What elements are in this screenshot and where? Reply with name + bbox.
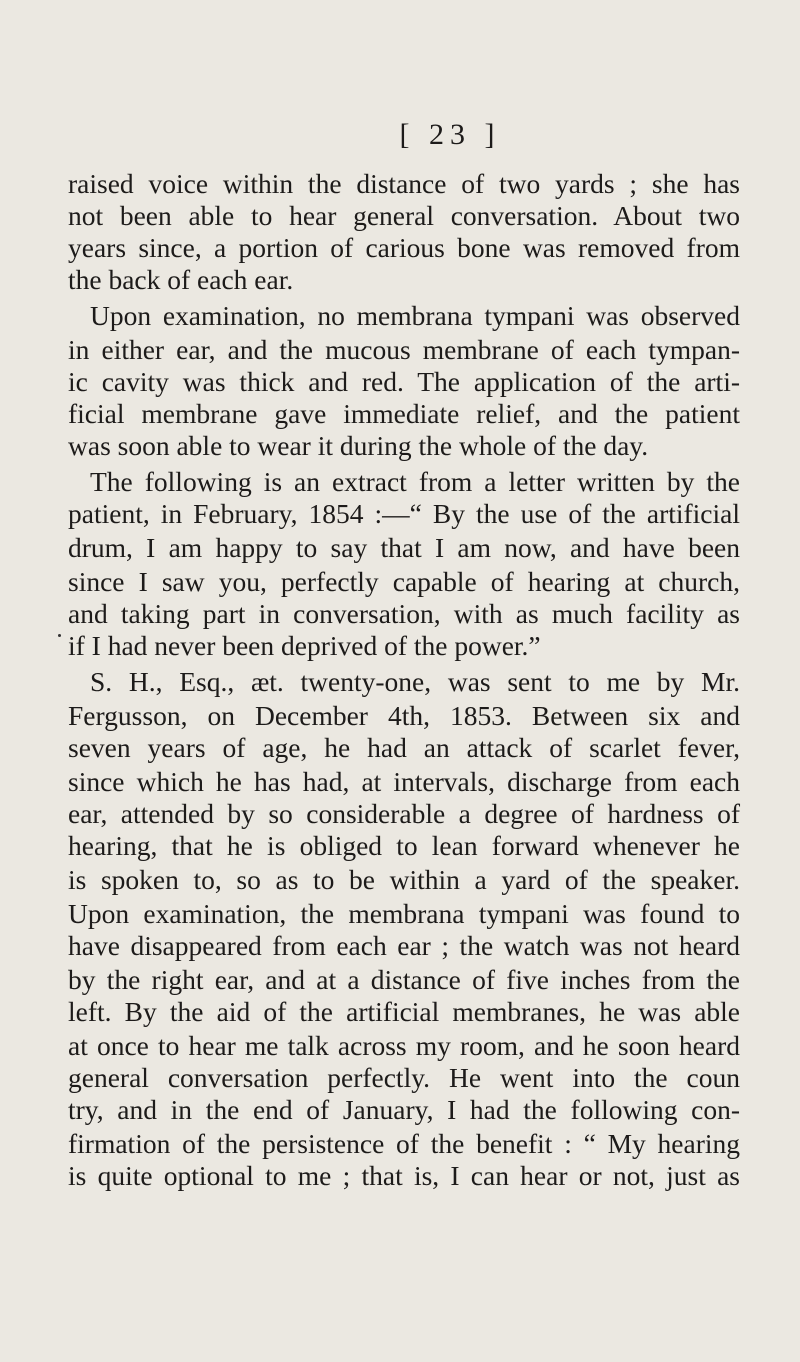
text-line-13: since I saw you, perfectly capable of hearing at church, xyxy=(68,566,740,597)
margin-mark xyxy=(58,634,61,637)
text-line-20: ear, attended by so considerable a degree of hardness of xyxy=(68,798,740,829)
text-line-14: and taking part in conversation, with as much facility as xyxy=(68,598,740,629)
text-line-4: the back of each ear. xyxy=(68,264,294,295)
text-line-29: try, and in the end of January, I had the following con- xyxy=(68,1094,740,1125)
text-line-15: if I had never been deprived of the power.” xyxy=(68,630,541,661)
text-line-28: general conversation perfectly. He went into the coun xyxy=(68,1062,740,1093)
text-line-30: firmation of the persistence of the benefit : “ My hearing xyxy=(68,1128,740,1159)
text-line-10: The following is an extract from a letter written by the xyxy=(90,466,740,497)
text-line-27: at once to hear me talk across my room, and he soon heard xyxy=(68,1030,740,1061)
text-line-25: by the right ear, and at a distance of five inches from the xyxy=(68,964,740,995)
text-line-9: was soon able to wear it during the whole of the day. xyxy=(68,430,649,461)
text-line-19: since which he has had, at intervals, discharge from each xyxy=(68,766,740,797)
text-line-6: in either ear, and the mucous membrane of each tympan- xyxy=(68,334,740,365)
text-line-22: is spoken to, so as to be within a yard of the speaker. xyxy=(68,864,740,895)
text-line-21: hearing, that he is obliged to lean forward whenever he xyxy=(68,830,740,861)
text-line-18: seven years of age, he had an attack of scarlet fever, xyxy=(68,732,740,763)
text-line-7: ic cavity was thick and red. The application of the arti- xyxy=(68,366,740,397)
text-line-16: S. H., Esq., æt. twenty-one, was sent to me by Mr. xyxy=(90,666,740,697)
text-line-26: left. By the aid of the artificial membranes, he was able xyxy=(68,996,740,1027)
text-line-5: Upon examination, no membrana tympani was observed xyxy=(90,300,740,331)
text-line-17: Fergusson, on December 4th, 1853. Between six and xyxy=(68,700,740,731)
page-number: [ 23 ] xyxy=(399,118,501,151)
text-line-12: drum, I am happy to say that I am now, and have been xyxy=(68,532,740,563)
text-line-8: ficial membrane gave immediate relief, and the patient xyxy=(68,398,740,429)
text-line-2: not been able to hear general conversation. About two xyxy=(68,200,740,231)
text-line-3: years since, a portion of carious bone was removed from xyxy=(68,232,740,263)
text-line-24: have disappeared from each ear ; the watch was not heard xyxy=(68,930,740,961)
text-line-11: patient, in February, 1854 :—“ By the use of the artificial xyxy=(68,498,740,529)
text-line-31: is quite optional to me ; that is, I can hear or not, just as xyxy=(68,1160,740,1191)
text-line-23: Upon examination, the membrana tympani was found to xyxy=(68,898,740,929)
text-line-1: raised voice within the distance of two yards ; she has xyxy=(68,168,740,199)
